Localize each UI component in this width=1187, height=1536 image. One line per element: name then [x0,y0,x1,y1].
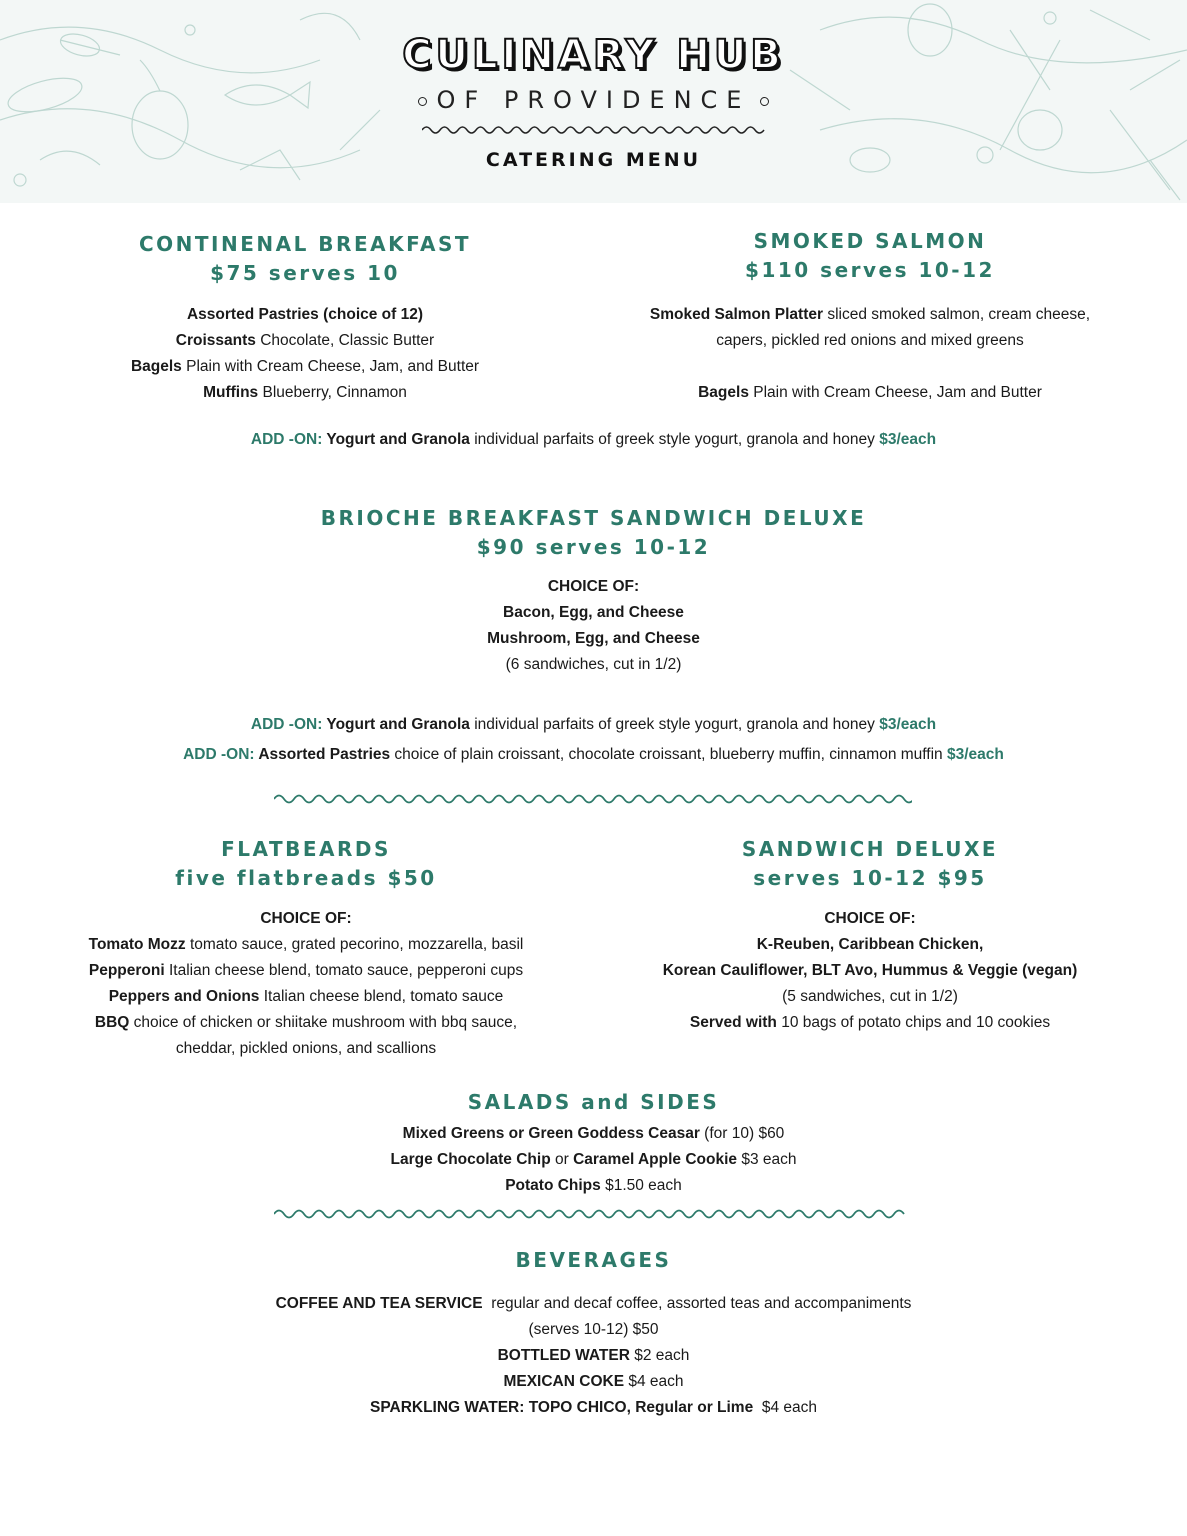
item-desc: or [550,1151,574,1168]
item-desc: Italian cheese blend, tomato sauce [259,988,504,1005]
item-desc: tomato sauce, grated pecorino, mozzarella, basil [185,936,524,953]
list-item [610,1010,1130,1036]
item-note: (5 sandwiches, cut in 1/2) [782,988,958,1005]
item-desc: Plain with Cream Cheese, Jam, and Butter [181,358,480,375]
item-list [40,906,572,1062]
section-salads-sides [0,1088,1187,1199]
list-item-cont: cheddar, pickled onions, and scallions [175,1040,437,1057]
list-item [40,984,572,1010]
list-item [55,380,555,406]
circle-bullet-icon [760,97,769,106]
list-item [0,1173,1187,1199]
addon-label: ADD -ON: [250,431,327,448]
item-list [0,1291,1187,1421]
item-list [610,906,1130,1036]
addon-name: Yogurt and Granola [326,431,470,448]
brand-title: CULINARY HUB [402,32,785,78]
item-name: Bagels [130,358,182,375]
addon-desc: choice of plain croissant, chocolate croissant, blueberry muffin, cinnamon muffin [390,746,947,763]
section-sandwich-deluxe [610,835,1130,1036]
addon-name: Assorted Pastries [258,746,391,763]
section-title: SANDWICH DELUXE [741,837,999,861]
wave-divider-icon [274,792,912,806]
item-desc: regular and decaf coffee, assorted teas and accompaniments [482,1295,912,1312]
list-item [0,600,1187,626]
option-name: Bacon, Egg, and Cheese [503,604,684,621]
circle-bullet-icon [418,97,427,106]
item-desc: $2 each [629,1347,690,1364]
header-banner [0,0,1187,203]
brand-subtitle-text: OF PROVIDENCE [436,86,751,114]
item-name: Smoked Salmon Platter [649,306,824,323]
item-name: BBQ [94,1014,130,1031]
item-list [0,1121,1187,1199]
item-name: Bagels [698,384,749,401]
list-item [0,1343,1187,1369]
item-desc: $1.50 each [600,1177,682,1194]
section-price: $110 serves 10-12 [745,258,995,282]
item-desc: Chocolate, Classic Butter [255,332,435,349]
brand-subtitle [0,86,1187,114]
section-title: FLATBEARDS [221,837,391,861]
list-item [0,1369,1187,1395]
item-name: Peppers and Onions [108,988,260,1005]
addon-yogurt-granola-2 [0,714,1187,736]
item-name: Muffins [203,384,259,401]
item-name: BOTTLED WATER [497,1347,630,1364]
item-desc: choice of chicken or shiitake mushroom with bbq sauce, [129,1014,518,1031]
item-desc: $3 each [737,1151,797,1168]
addon-price: $3/each [946,746,1004,763]
addon-price: $3/each [879,716,937,733]
addon-label: ADD -ON: [250,716,327,733]
section-price: $90 serves 10-12 [476,535,711,559]
addon-price: $3/each [879,431,937,448]
item-desc: $4 each [753,1399,817,1416]
option-name: Mushroom, Egg, and Cheese [487,630,700,647]
catering-menu-title: CATERING MENU [485,149,702,171]
item-name: SPARKLING WATER: TOPO CHICO, Regular or Lime [369,1399,754,1416]
item-name: Pepperoni [88,962,165,979]
choice-label [610,906,1130,932]
list-item [610,932,1130,958]
section-flatbreads [40,835,572,1062]
section-title: BRIOCHE BREAKFAST SANDWICH DELUXE [320,506,867,530]
section-brioche-sandwich [0,504,1187,678]
section-continental-breakfast [55,230,555,406]
item-name: Caramel Apple Cookie [573,1151,738,1168]
list-item [40,932,572,958]
list-item [610,328,1130,354]
item-name: Large Chocolate Chip [390,1151,551,1168]
list-item [610,302,1130,328]
choice-label-text: CHOICE OF: [547,578,640,595]
item-name: Croissants [175,332,256,349]
option-name: Korean Cauliflower, BLT Avo, Hummus & Veggie (vegan) [662,962,1078,979]
list-item-cont: (serves 10-12) $50 [528,1321,659,1338]
item-name: Assorted Pastries (choice of 12) [186,306,424,323]
item-list [610,302,1130,406]
section-price: five flatbreads $50 [175,866,437,890]
squiggle-divider-icon [422,124,765,136]
section-beverages [0,1246,1187,1421]
item-desc: Plain with Cream Cheese, Jam and Butter [748,384,1042,401]
item-name: COFFEE AND TEA SERVICE [275,1295,483,1312]
section-smoked-salmon [610,227,1130,406]
section-title: CONTINENAL BREAKFAST [138,232,471,256]
item-note: (6 sandwiches, cut in 1/2) [505,656,682,673]
list-item [610,958,1130,984]
item-list [55,302,555,406]
spacer [610,354,1130,380]
item-name: MEXICAN COKE [503,1373,625,1390]
list-item [0,1395,1187,1421]
list-item [610,380,1130,406]
item-desc: Blueberry, Cinnamon [258,384,407,401]
list-item [55,328,555,354]
option-name: K-Reuben, Caribbean Chicken, [756,936,984,953]
list-item [0,1291,1187,1317]
section-title: BEVERAGES [515,1248,672,1272]
addon-desc: individual parfaits of greek style yogurt, granola and honey [469,431,880,448]
item-name: Potato Chips [505,1177,601,1194]
choice-label-text: CHOICE OF: [260,910,352,927]
addon-desc: individual parfaits of greek style yogurt, granola and honey [469,716,880,733]
choice-label-text: CHOICE OF: [824,910,916,927]
choice-label [0,574,1187,600]
list-item [55,354,555,380]
list-item [0,1121,1187,1147]
item-desc: sliced smoked salmon, cream cheese, [823,306,1091,323]
addon-name: Yogurt and Granola [326,716,470,733]
item-desc: Italian cheese blend, tomato sauce, pepperoni cups [164,962,524,979]
item-desc: capers, pickled red onions and mixed greens [716,332,1024,349]
list-item [0,1147,1187,1173]
section-title: SALADS and SIDES [467,1090,720,1114]
list-item [40,1010,572,1036]
addon-label: ADD -ON: [183,746,259,763]
item-desc: $4 each [624,1373,684,1390]
list-item [55,302,555,328]
item-name: Served with [689,1014,777,1031]
list-item [0,626,1187,652]
choice-label [40,906,572,932]
addon-yogurt-granola-1 [0,429,1187,451]
addon-assorted-pastries [0,744,1187,766]
item-name: Mixed Greens or Green Goddess Ceasar [402,1125,700,1142]
section-price: $75 serves 10 [210,261,400,285]
section-price: serves 10-12 $95 [753,866,987,890]
item-name: Tomato Mozz [88,936,186,953]
item-desc: (for 10) $60 [699,1125,785,1142]
section-title: SMOKED SALMON [753,229,987,253]
wave-divider-icon [274,1207,912,1221]
list-item [40,958,572,984]
item-list [0,574,1187,678]
item-desc: 10 bags of potato chips and 10 cookies [776,1014,1051,1031]
